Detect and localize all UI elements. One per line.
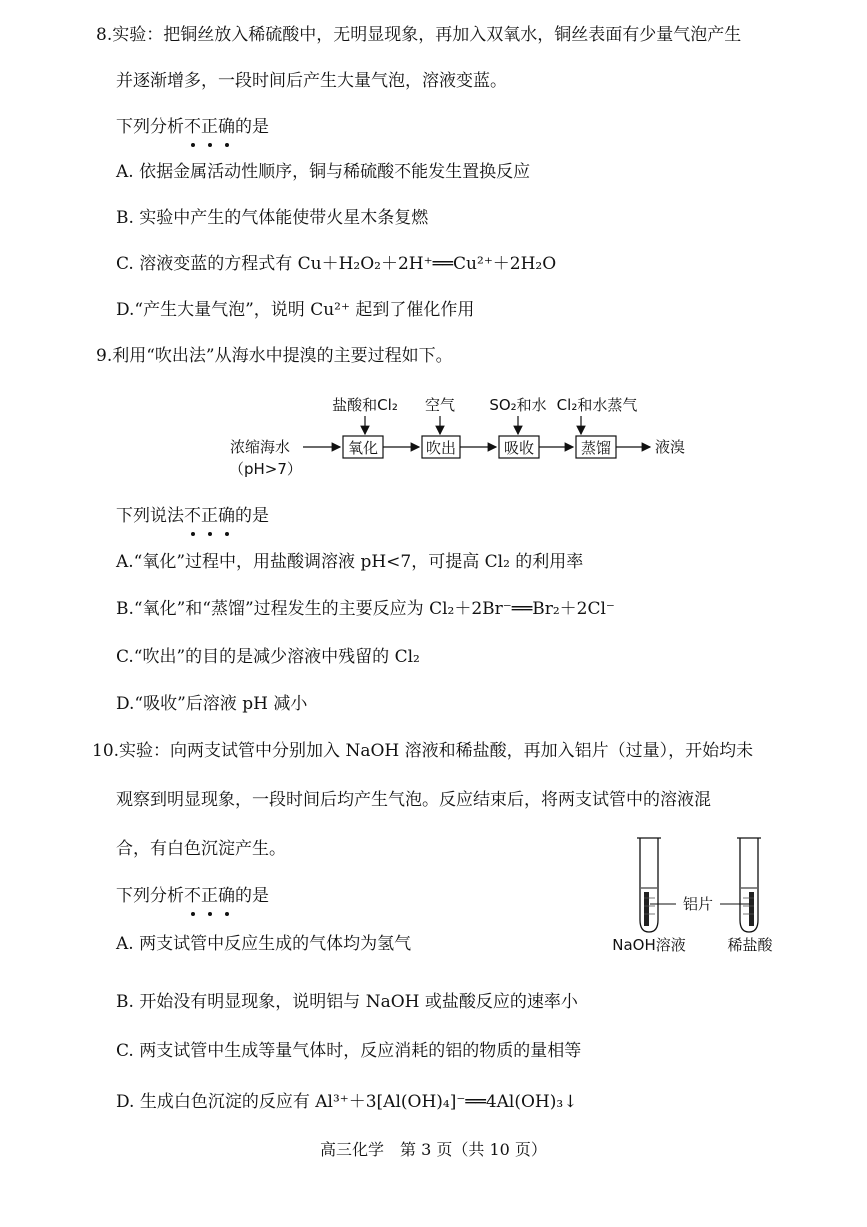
q9-option-a: A.“氧化”过程中，用盐酸调溶液 pH<7，可提高 Cl₂ 的利用率: [116, 552, 584, 572]
q8-stem-line1: 8.实验：把铜丝放入稀硫酸中，无明显现象，再加入双氧水，铜丝表面有少量气泡产生: [96, 25, 742, 45]
emphasis-char: 正: [201, 117, 218, 137]
q10-prompt-a: 下列分析: [116, 886, 184, 906]
flow-input-4: Cl₂和水蒸气: [556, 396, 638, 414]
q9-prompt-b: 的是: [235, 506, 269, 526]
q8-option-d: D.“产生大量气泡”，说明 Cu²⁺ 起到了催化作用: [116, 300, 475, 320]
aluminum-strip-right: [749, 892, 754, 926]
q9-option-c: C.“吹出”的目的是减少溶液中残留的 Cl₂: [116, 647, 420, 667]
page-footer: 高三化学 第 3 页（共 10 页）: [320, 1140, 547, 1159]
q10-prompt-b: 的是: [235, 886, 269, 906]
emphasis-char: 正: [201, 886, 218, 906]
figure-label-hcl: 稀盐酸: [727, 936, 773, 952]
figure-label-aluminum: 铝片: [682, 895, 714, 913]
flow-input-3: SO₂和水: [489, 396, 547, 414]
q8-stem-line2: 并逐渐增多，一段时间后产生大量气泡，溶液变蓝。: [116, 71, 507, 91]
q9-stem-line1: 9.利用“吹出法”从海水中提溴的主要过程如下。: [96, 346, 453, 366]
q10-option-c: C. 两支试管中生成等量气体时，反应消耗的铝的物质的量相等: [116, 1041, 582, 1061]
flow-step-3: 吸收: [503, 439, 535, 457]
q9-flow-diagram: [225, 388, 715, 483]
emphasis-char: 正: [201, 506, 218, 526]
flow-step-4: 蒸馏: [580, 439, 612, 457]
flow-start: 浓缩海水: [230, 438, 291, 456]
flow-step-1: 氧化: [347, 439, 379, 457]
q8-prompt: [116, 116, 269, 138]
q10-option-b: B. 开始没有明显现象，说明铝与 NaOH 或盐酸反应的速率小: [116, 992, 578, 1012]
flow-end: 液溴: [655, 438, 686, 456]
q8-option-b: B. 实验中产生的气体能使带火星木条复燃: [116, 208, 429, 228]
q9-option-d: D.“吸收”后溶液 pH 减小: [116, 694, 308, 714]
q10-stem-line2: 观察到明显现象，一段时间后均产生气泡。反应结束后，将两支试管中的溶液混: [116, 790, 711, 810]
flow-input-1: 盐酸和Cl₂: [332, 396, 398, 414]
q8-prompt-a: 下列分析: [116, 117, 184, 137]
q8-option-c: C. 溶液变蓝的方程式有 Cu＋H₂O₂＋2H⁺══Cu²⁺＋2H₂O: [116, 254, 557, 274]
emphasis-char: 不: [184, 117, 201, 137]
q10-prompt: [116, 885, 269, 907]
flow-start-ph: （pH>7）: [229, 460, 302, 478]
emphasis-char: 确: [218, 117, 235, 137]
emphasis-char: 不: [184, 886, 201, 906]
q10-option-a: A. 两支试管中反应生成的气体均为氢气: [116, 934, 412, 954]
emphasis-char: 不: [184, 506, 201, 526]
test-tube-figure: [600, 832, 790, 952]
q10-stem-line1: 10.实验：向两支试管中分别加入 NaOH 溶液和稀盐酸，再加入铝片（过量），开始均未: [92, 741, 754, 761]
emphasis-char: 确: [218, 506, 235, 526]
q9-prompt-a: 下列说法: [116, 506, 184, 526]
aluminum-strip-left: [644, 892, 649, 926]
q8-option-a: A. 依据金属活动性顺序，铜与稀硫酸不能发生置换反应: [116, 162, 531, 182]
q8-prompt-b: 的是: [235, 117, 269, 137]
q9-prompt: [116, 505, 269, 527]
q9-option-b: B.“氧化”和“蒸馏”过程发生的主要反应为 Cl₂＋2Br⁻══Br₂＋2Cl⁻: [116, 599, 615, 619]
flow-step-2: 吹出: [425, 439, 457, 457]
q10-stem-line3: 合，有白色沉淀产生。: [116, 839, 286, 859]
emphasis-char: 确: [218, 886, 235, 906]
flow-input-2: 空气: [424, 396, 456, 414]
q10-option-d: D. 生成白色沉淀的反应有 Al³⁺＋3[Al(OH)₄]⁻══4Al(OH)₃↓: [116, 1092, 578, 1112]
figure-label-naoh: NaOH溶液: [612, 936, 686, 952]
